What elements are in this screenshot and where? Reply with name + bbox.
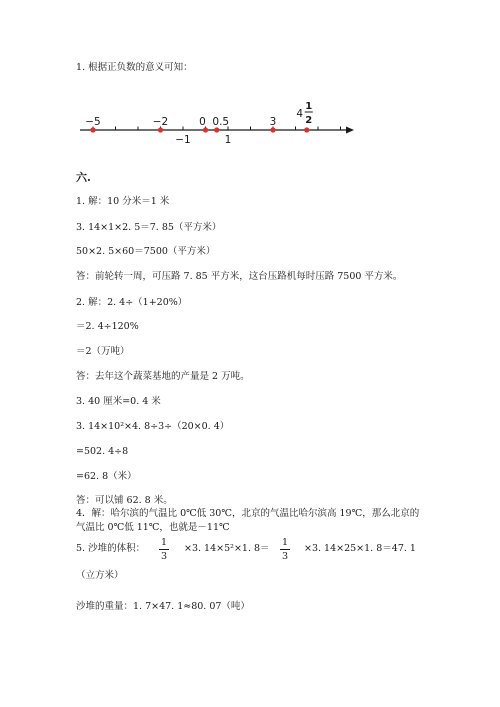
answer-line-12: =62. 8（米） (76, 471, 137, 482)
number-point (270, 127, 275, 132)
q5-prefix: 5. 沙堆的体积： (76, 543, 146, 554)
q5-middle: ×3. 14×5²×1. 8＝ (184, 543, 270, 554)
point-label-below: 1 (224, 134, 232, 144)
answer-line-3: 50×2. 5×60＝7500（平方米） (76, 246, 216, 257)
q5-weight: 沙堆的重量：1. 7×47. 1≈80. 07（吨） (76, 601, 250, 612)
answer-line-14: 4．解：哈尔滨的气温比 0℃低 30℃，北京的气温比哈尔滨高 19℃，那么北京的 (76, 508, 420, 519)
answer-line-2: 3. 14×1×2. 5＝7. 85（平方米） (76, 222, 222, 233)
q5-fraction-1 (159, 537, 169, 562)
point-label-below: −1 (175, 134, 191, 144)
answer-line-5: 2. 解：2. 4÷（1+20%） (76, 297, 188, 308)
point-label: 3 (269, 116, 277, 128)
number-point (203, 127, 208, 132)
answer-line-4: 答：前轮转一周，可压路 7. 85 平方米，这台压路机每时压路 7500 平方米。 (76, 271, 403, 282)
number-point (304, 127, 309, 132)
answer-line-9: 3. 40 厘米=0. 4 米 (76, 396, 161, 407)
number-point (158, 127, 163, 132)
number-line (78, 94, 368, 144)
question-1-title: 1. 根据正负数的意义可知： (76, 62, 193, 73)
q5-fraction-2 (280, 537, 290, 562)
answer-line-1: 1. 解：10 分米＝1 米 (76, 196, 170, 207)
q5-unit: （立方米） (76, 570, 124, 581)
q5-tail: ×3. 14×25×1. 8＝47. 1 (304, 543, 416, 554)
answer-line-10: 3. 14×10²×4. 8÷3÷（20×0. 4） (76, 421, 230, 432)
mixed-fraction-denominator: 2 (305, 115, 313, 126)
q5-fraction-1-numerator: 1 (160, 537, 168, 548)
answer-line-13: 答：可以铺 62. 8 米。 (76, 495, 173, 506)
number-point (214, 127, 219, 132)
mixed-fraction-whole: 4 (296, 108, 304, 120)
answer-line-11: =502. 4÷8 (76, 446, 129, 457)
point-label: 0 (199, 116, 206, 128)
q5-fraction-2-denominator: 3 (281, 551, 289, 562)
mixed-fraction-numerator: 1 (305, 101, 313, 112)
answer-line-7: ＝2（万吨） (76, 346, 130, 357)
q5-fraction-1-denominator: 3 (160, 551, 168, 562)
q5-fraction-2-numerator: 1 (281, 537, 289, 548)
point-label: −2 (152, 116, 169, 128)
axis-arrow (346, 127, 354, 134)
section-title: 六. (76, 171, 91, 184)
answer-line-8: 答：去年这个蔬菜基地的产量是 2 万吨。 (76, 371, 250, 382)
point-label: 0.5 (212, 116, 230, 128)
number-point (90, 127, 95, 132)
answer-line-15: 气温比 0℃低 11℃，也就是－11℃ (76, 522, 230, 533)
answer-line-6: ＝2. 4÷120% (76, 321, 139, 332)
point-label: −5 (85, 116, 101, 128)
